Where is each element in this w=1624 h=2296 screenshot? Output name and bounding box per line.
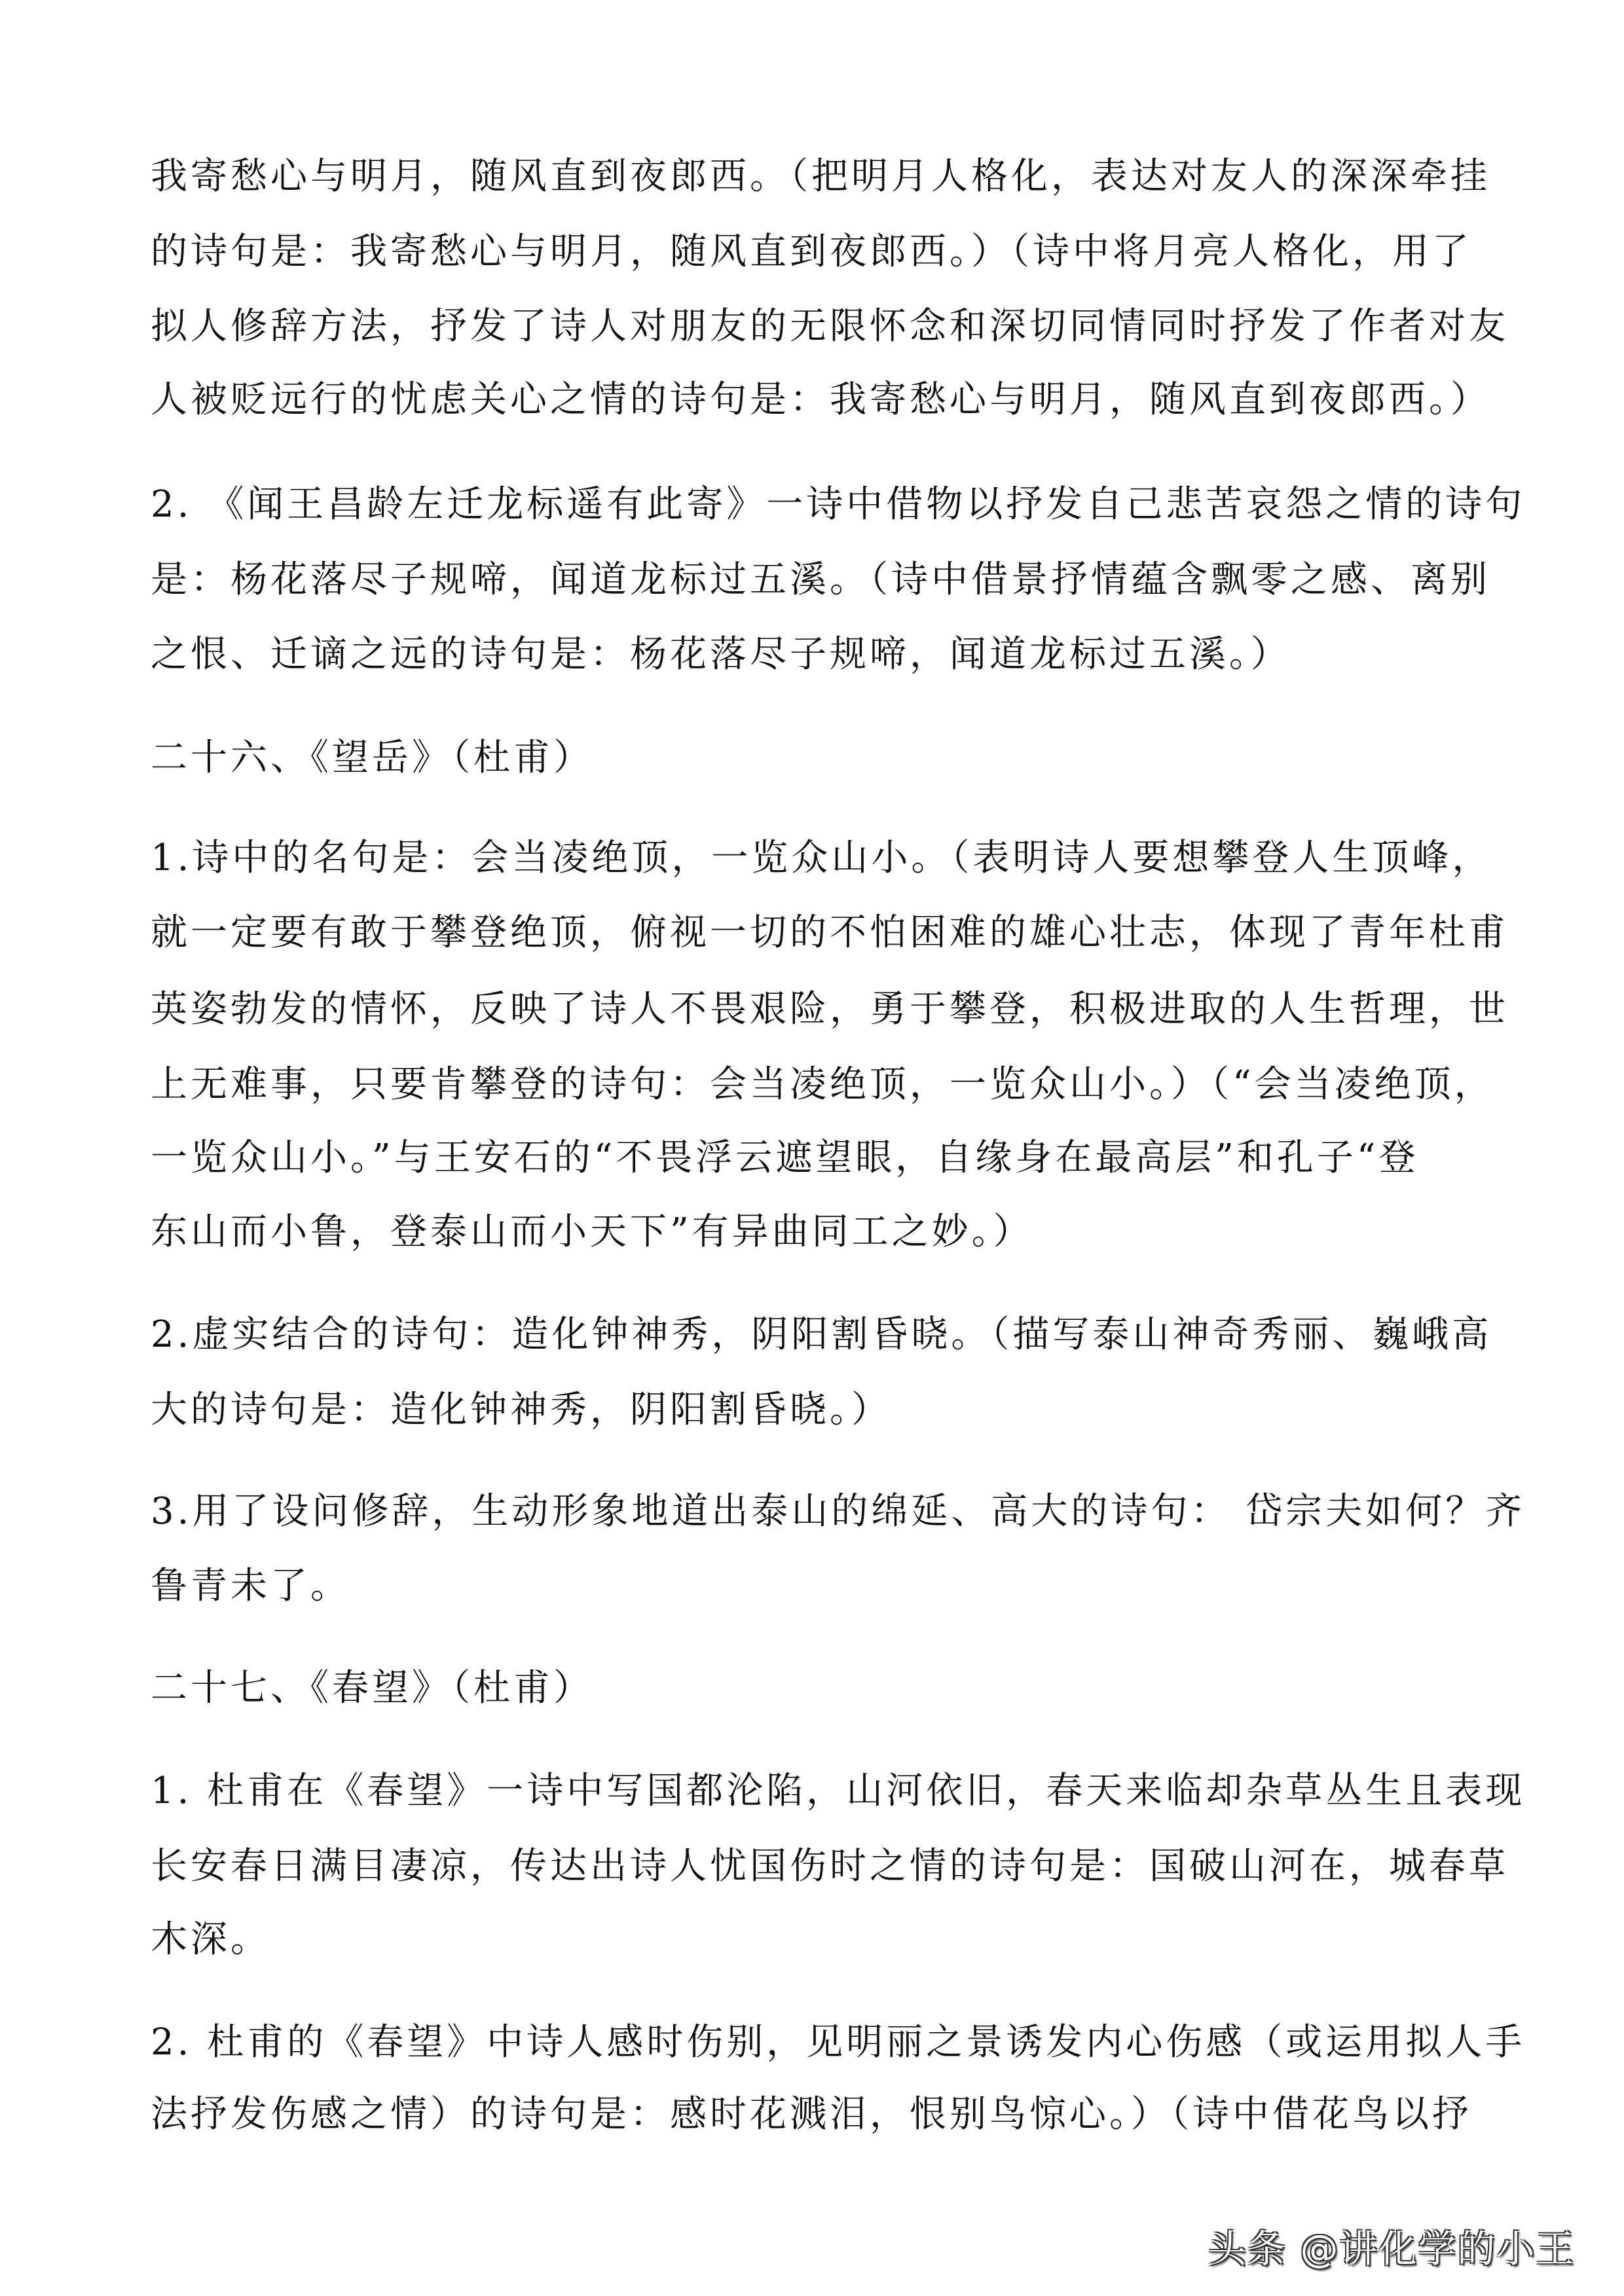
text-line: 2. 杜甫的《春望》中诗人感时伤别，见明丽之景诱发内心伤感（或运用拟人手	[151, 2021, 1526, 2064]
section-heading-26: 二十六、《望岳》（杜甫）	[151, 737, 593, 779]
at-icon: @	[1300, 2227, 1340, 2271]
text-line: 木深。	[151, 1918, 270, 1961]
text-line: 3.用了设问修辞，生动形象地道出泰山的绵延、高大的诗句： 岱宗夫如何？齐	[151, 1490, 1526, 1533]
text-line: 2.虚实结合的诗句：造化钟神秀，阴阳割昏晓。（描写泰山神奇秀丽、巍峨高	[151, 1313, 1492, 1356]
text-line: 大的诗句是：造化钟神秀，阴阳割昏晓。）	[151, 1389, 891, 1431]
text-line: 是：杨花落尽子规啼，闻道龙标过五溪。（诗中借景抒情蕴含飘零之感、离别	[151, 558, 1490, 601]
text-line: 1. 杜甫在《春望》一诗中写国都沦陷，山河依旧，春天来临却杂草丛生且表现	[151, 1770, 1526, 1812]
text-line: 就一定要有敢于攀登绝顶，俯视一切的不怕困难的雄心壮志，体现了青年杜甫	[151, 911, 1509, 954]
text-line: 鲁青未了。	[151, 1565, 350, 1607]
text-line: 之恨、迁谪之远的诗句是：杨花落尽子规啼，闻道龙标过五溪。）	[151, 633, 1291, 676]
watermark-platform: 头条	[1208, 2227, 1287, 2271]
text-line: 一览众山小。”与王安石的“不畏浮云遮望眼，自缘身在最高层”和孔子“登	[151, 1137, 1419, 1179]
text-line: 的诗句是：我寄愁心与明月，随风直到夜郎西。）（诗中将月亮人格化，用了	[151, 230, 1472, 273]
section-heading-27: 二十七、《春望》（杜甫）	[151, 1667, 593, 1709]
text-line: 2. 《闻王昌龄左迁龙标遥有此寄》一诗中借物以抒发自己悲苦哀怨之情的诗句	[151, 483, 1526, 526]
text-line: 1.诗中的名句是：会当凌绝顶，一览众山小。（表明诗人要想攀登人生顶峰，	[151, 837, 1492, 879]
text-line: 法抒发伤感之情）的诗句是：感时花溅泪，恨别鸟惊心。）（诗中借花鸟以抒	[151, 2093, 1472, 2136]
watermark-author: 讲化学的小王	[1339, 2227, 1576, 2271]
text-line: 人被贬远行的忧虑关心之情的诗句是：我寄愁心与明月，随风直到夜郎西。）	[151, 378, 1490, 421]
toutiao-watermark	[1208, 2226, 1575, 2272]
text-line: 拟人修辞方法，抒发了诗人对朋友的无限怀念和深切同情同时抒发了作者对友	[151, 305, 1509, 348]
text-line: 我寄愁心与明月，随风直到夜郎西。（把明月人格化，表达对友人的深深牵挂	[151, 155, 1490, 198]
text-line: 长安春日满目凄凉，传达出诗人忧国伤时之情的诗句是：国破山河在，城春草	[151, 1845, 1509, 1887]
text-line: 东山而小鲁，登泰山而小天下”有异曲同工之妙。）	[151, 1211, 1033, 1253]
text-line: 英姿勃发的情怀，反映了诗人不畏艰险，勇于攀登，积极进取的人生哲理，世	[151, 988, 1509, 1030]
text-line: 上无难事，只要肯攀登的诗句：会当凌绝顶，一览众山小。）（“会当凌绝顶，	[151, 1063, 1494, 1106]
